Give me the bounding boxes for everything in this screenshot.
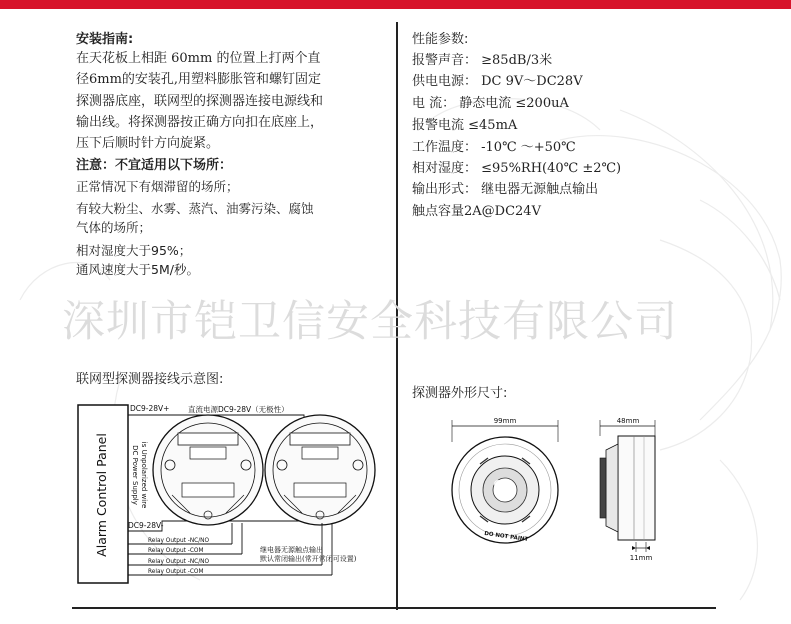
notice-line-4: 相对湿度大于95%； (76, 243, 192, 258)
dc-plus-label: DC9-28V+ (130, 404, 170, 413)
detector-base-2 (265, 415, 375, 525)
top-accent-bar (0, 0, 791, 9)
dimensions-diagram (440, 412, 680, 572)
notice-line-5: 通风速度大于5M/秒。 (76, 262, 199, 277)
alarm-panel-label: Alarm Control Panel (94, 433, 109, 557)
relay-line-1: Relay Output -NC/NO (148, 538, 210, 544)
install-line-5: 压下后顺时针方向旋紧。 (76, 136, 220, 151)
wiring-title: 联网型探测器接线示意图: (76, 372, 224, 387)
spec-line-8: 触点容量2A@DC24V (412, 204, 541, 219)
dc-note: 直流电源DC9-28V（无极性） (188, 405, 289, 414)
detector-side-view (600, 436, 655, 540)
relay-line-3: Relay Output -NC/NO (148, 559, 210, 565)
install-line-4: 输出线。将探测器按正确方向扣在底座上， (76, 115, 324, 130)
notice-line-1: 正常情况下有烟滞留的场所； (76, 179, 239, 194)
install-line-2: 径6mm的安装孔,用塑料膨胀管和螺钉固定 (76, 72, 322, 87)
specs-title: 性能参数: (412, 32, 469, 47)
install-line-1: 在天花板上相距 60mm 的位置上打两个直 (76, 51, 321, 66)
relay-line-2: Relay Output -COM (148, 548, 204, 554)
bottom-divider (72, 607, 716, 609)
detector-base-1 (153, 415, 263, 525)
width-label: 99mm (493, 417, 517, 425)
wiring-diagram (72, 395, 394, 595)
dimensions-title: 探测器外形尺寸: (412, 386, 508, 401)
install-title: 安装指南: (76, 32, 134, 47)
supply-label-2: is Unpolarized wire (140, 441, 148, 509)
spec-line-3: 电 流： 静态电流 ≤200uA (412, 96, 569, 111)
spec-line-7: 输出形式： 继电器无源触点输出 (412, 182, 599, 197)
supply-label-1: DC Power Supply (131, 445, 139, 505)
relay-note-1: 继电器无源触点输出 (260, 546, 323, 554)
spec-line-5: 工作温度： -10℃ ～+50℃ (412, 140, 576, 155)
notice-line-3: 气体的场所； (76, 220, 152, 235)
relay-note-2: 默认常闭输出(常开常闭可设置) (260, 555, 357, 563)
notice-line-2: 有较大粉尘、水雾、蒸汽、油雾污染、腐蚀 (76, 201, 314, 216)
spec-line-6: 相对湿度： ≤95%RH(40℃ ±2℃) (412, 161, 622, 176)
base-label: 11mm (629, 554, 653, 562)
do-not-paint-label: DO NOT PAINT (483, 530, 529, 544)
spec-line-1: 报警声音： ≥85dB/3米 (412, 53, 553, 68)
height-label: 48mm (616, 417, 640, 425)
dc-minus-label: DC9-28V- (128, 521, 164, 530)
relay-line-4: Relay Output -COM (148, 569, 204, 575)
install-line-3: 探测器底座，联网型的探测器连接电源线和 (76, 94, 324, 109)
notice-title: 注意：不宜适用以下场所： (76, 158, 233, 173)
company-watermark: 深圳市铠卫信安全科技有限公司 (62, 297, 678, 347)
spec-line-2: 供电电源： DC 9V～DC28V (412, 74, 583, 89)
detector-front-view (452, 437, 558, 543)
spec-line-4: 报警电流 ≤45mA (412, 118, 518, 133)
